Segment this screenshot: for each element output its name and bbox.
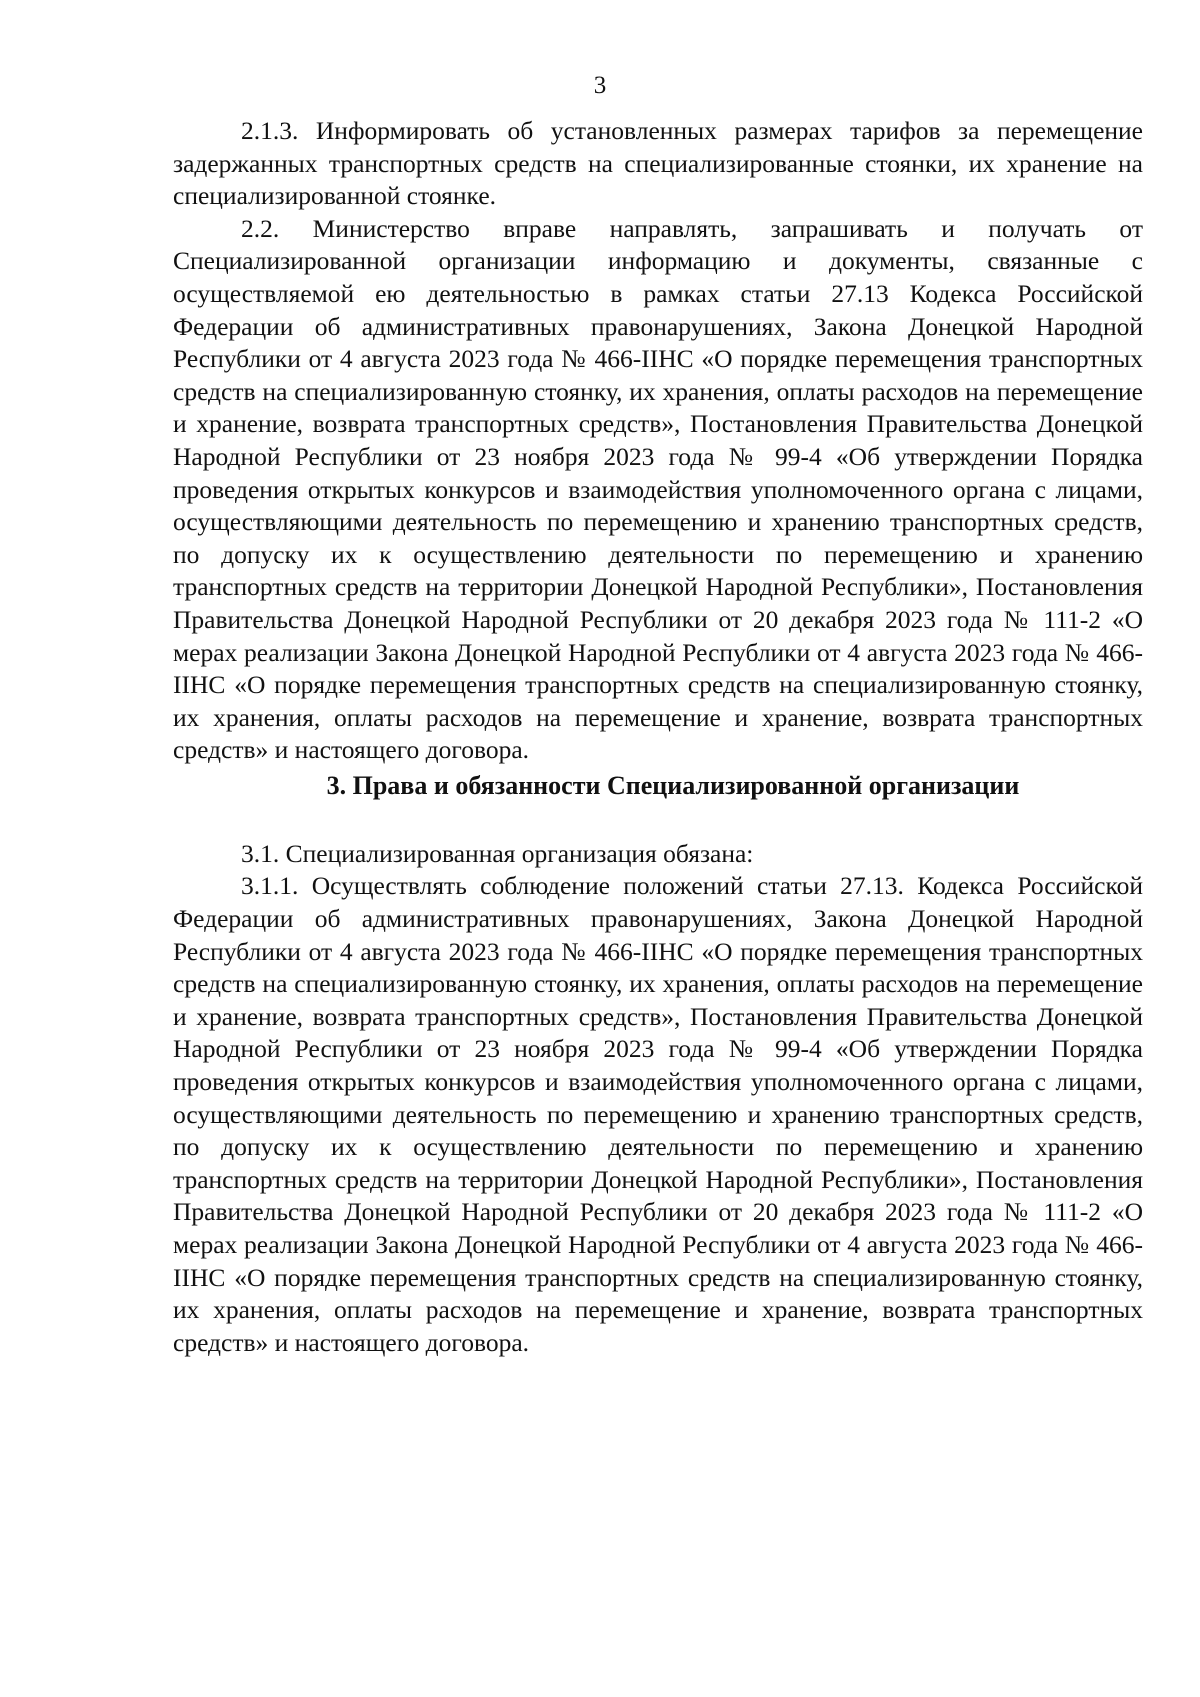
section-heading: 3. Права и обязанности Специализированной организации	[326, 770, 1020, 800]
document-body	[173, 115, 1143, 1359]
paragraph-3-1-1: 3.1.1. Осуществлять соблюдение положений статьи 27.13. Кодекса Российской Федерации об административных правонарушениях, Закона Донецкой Народной Республики от 4 августа 2023 года № 466-IIНС «О порядке перемещения транспортных средств на специализированную стоянку, их хранения, оплаты расходов на перемещение и хранение, возврата транспортных средств», Постановления Правительства Донецкой Народной Республики от 23 ноября 2023 года № 99-4 «Об утверждении Порядка проведения открытых конкурсов и взаимодействия уполномоченного органа с лицами, осуществляющими деятельность по перемещению и хранению транспортных средств, по допуску их к осуществлению деятельности по перемещению и хранению транспортных средств на территории Донецкой Народной Республики», Постановления Правительства Донецкой Народной Республики от 20 декабря 2023 года № 111-2 «О мерах реализации Закона Донецкой Народной Республики от 4 августа 2023 года № 466-IIНС «О порядке перемещения транспортных средств на специализированную стоянку, их хранения, оплаты расходов на перемещение и хранение, возврата транспортных средств» и настоящего договора.	[173, 871, 1143, 1357]
paragraph-2-2: 2.2. Министерство вправе направлять, запрашивать и получать от Специализированной организации информацию и документы, связанные с осуществляемой ею деятельностью в рамках статьи 27.13 Кодекса Российской Федерации об административных правонарушениях, Закона Донецкой Народной Республики от 4 августа 2023 года № 466-IIНС «О порядке перемещения транспортных средств на специализированную стоянку, их хранения, оплаты расходов на перемещение и хранение, возврата транспортных средств», Постановления Правительства Донецкой Народной Республики от 23 ноября 2023 года № 99-4 «Об утверждении Порядка проведения открытых конкурсов и взаимодействия уполномоченного органа с лицами, осуществляющими деятельность по перемещению и хранению транспортных средств, по допуску их к осуществлению деятельности по перемещению и хранению транспортных средств на территории Донецкой Народной Республики», Постановления Правительства Донецкой Народной Республики от 20 декабря 2023 года № 111-2 «О мерах реализации Закона Донецкой Народной Республики от 4 августа 2023 года № 466-IIНС «О порядке перемещения транспортных средств на специализированную стоянку, их хранения, оплаты расходов на перемещение и хранение, возврата транспортных средств» и настоящего договора.	[173, 213, 1143, 765]
paragraph-2-1-3: 2.1.3. Информировать об установленных размерах тарифов за перемещение задержанных транспортных средств на специализированные стоянки, их хранение на специализированной стоянке.	[173, 116, 1143, 211]
paragraph-3-1: 3.1. Специализированная организация обязана:	[241, 838, 754, 868]
page-number: 3	[593, 72, 607, 99]
